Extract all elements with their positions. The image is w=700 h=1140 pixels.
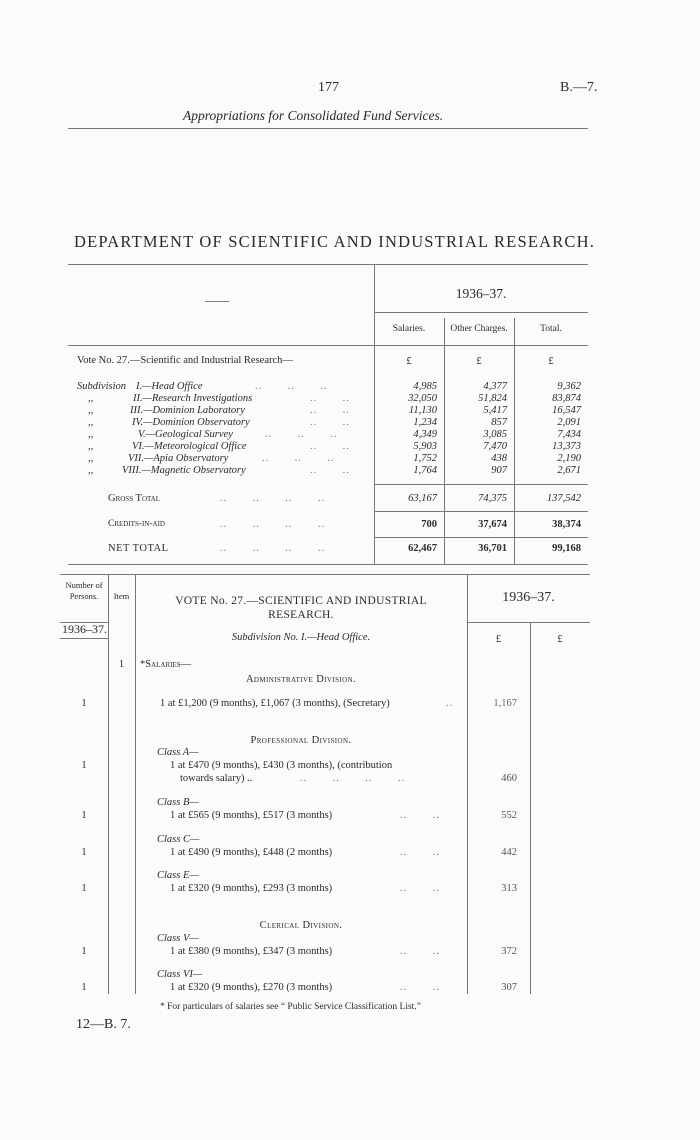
header-rule (467, 622, 590, 623)
class-label: Class VI— (157, 969, 203, 980)
salary-line-text: 1 at £490 (9 months), £448 (2 months) (170, 847, 333, 858)
salary-line-text: 1 at £320 (9 months), £270 (3 months) (170, 982, 333, 993)
salary-line-text: 1 at £320 (9 months), £293 (3 months) (170, 883, 333, 894)
leader-dots: .. (446, 698, 454, 709)
salaries-value: 1,234 (413, 417, 437, 428)
net-salaries: 62,467 (408, 543, 437, 554)
salaries-value: 11,130 (408, 405, 437, 416)
salary-amount: 442 (501, 847, 517, 858)
report-reference: B.—7. (560, 80, 598, 95)
credits-other-charges: 37,674 (478, 519, 507, 530)
leader-dots: .. .. .. .. (220, 519, 326, 530)
row-prefix: ,, (88, 405, 94, 416)
class-label: Class V— (157, 933, 199, 944)
row-prefix: ,, (88, 429, 94, 440)
header-bottom-rule (68, 345, 588, 346)
salary-line-text: 1 at £470 (9 months), £430 (3 months), (contribution (170, 760, 393, 771)
vote-title-line-2: RESEARCH. (268, 609, 334, 621)
other-charges-value: 907 (491, 465, 507, 476)
leader-dots: .. .. (400, 810, 440, 821)
other-charges-value: 7,470 (483, 441, 507, 452)
net-other-charges: 36,701 (478, 543, 507, 554)
leader-dots: .. .. (400, 847, 440, 858)
salaries-value: 1,752 (413, 453, 437, 464)
currency-symbol: £ (557, 634, 563, 645)
leader-dots: .. .. (310, 393, 350, 404)
persons-count: 1 (81, 698, 87, 709)
salary-line-text: 1 at £380 (9 months), £347 (3 months) (170, 946, 333, 957)
leader-dots: .. .. (400, 883, 440, 894)
leader-dots: .. .. .. .. (300, 773, 406, 784)
salaries-value: 32,050 (408, 393, 437, 404)
salary-amount: 552 (501, 810, 517, 821)
row-prefix: ,, (88, 465, 94, 476)
persons-count: 1 (81, 810, 87, 821)
class-label: Class E— (157, 870, 199, 881)
total-value: 7,434 (557, 429, 581, 440)
col-header-total: Total. (540, 324, 562, 334)
professional-division-heading: Professional Division. (250, 735, 352, 746)
currency-symbol: £ (548, 356, 554, 367)
year-underline (374, 312, 588, 313)
table-bottom-rule (68, 564, 588, 565)
class-label: Class B— (157, 797, 199, 808)
col-header-salaries: Salaries. (392, 324, 426, 334)
salary-line-text: towards salary) .. (180, 773, 253, 784)
other-charges-value: 51,824 (478, 393, 507, 404)
item-number: 1 (118, 659, 125, 670)
column-divider (530, 622, 531, 994)
persons-year: 1936–37. (62, 622, 107, 636)
total-value: 9,362 (557, 381, 581, 392)
salary-amount: 307 (501, 982, 517, 993)
gross-other-charges: 74,375 (478, 493, 507, 504)
signature-mark: 12—B. 7. (76, 1017, 131, 1032)
row-prefix: ,, (88, 417, 94, 428)
detail-year-header: 1936–37. (502, 590, 555, 605)
salary-line-text: 1 at £1,200 (9 months), £1,067 (3 months), (Secretary) (160, 698, 390, 709)
salary-amount: 460 (501, 773, 517, 784)
salary-amount: 1,167 (493, 698, 517, 709)
total-value: 83,874 (552, 393, 581, 404)
row-prefix: Subdivision (77, 381, 126, 392)
row-label: III.—Dominion Laboratory (130, 405, 245, 416)
header-rule (60, 638, 108, 639)
row-label: V.—Geological Survey (138, 429, 233, 440)
other-charges-value: 3,085 (483, 429, 507, 440)
column-divider (108, 574, 109, 994)
total-value: 13,373 (552, 441, 581, 452)
col-header-other-charges: Other Charges. (450, 324, 508, 334)
total-value: 16,547 (552, 405, 581, 416)
gross-salaries: 63,167 (408, 493, 437, 504)
leader-dots: .. .. (310, 441, 350, 452)
subtotal-rule (374, 537, 588, 538)
other-charges-value: 438 (491, 453, 507, 464)
summary-year-header: 1936–37. (455, 286, 507, 301)
row-label: II.—Research Investigations (133, 393, 253, 404)
persons-count: 1 (81, 847, 87, 858)
footnote: * For particulars of salaries see “ Public Service Classification List.” (160, 1002, 421, 1012)
table-top-rule (68, 264, 588, 265)
salaries-heading: *Salaries— (140, 659, 192, 670)
class-label: Class A— (157, 747, 199, 758)
col-header-number-of-persons: Number of Persons. (65, 580, 103, 601)
running-title: Appropriations for Consolidated Fund Services. (183, 108, 444, 123)
net-total-label: NET TOTAL (108, 543, 169, 554)
persons-count: 1 (81, 760, 87, 771)
row-prefix: ,, (88, 441, 94, 452)
subtotal-rule (374, 484, 588, 485)
row-prefix: ,, (88, 453, 94, 464)
vote-title-line-1: VOTE No. 27.—SCIENTIFIC AND INDUSTRIAL (175, 595, 427, 607)
leader-dots: .. .. .. (262, 453, 335, 464)
net-total: 99,168 (552, 543, 581, 554)
credits-in-aid-label: Credits-in-aid (108, 519, 165, 529)
subtotal-rule (374, 511, 588, 512)
leader-dots: .. .. (400, 946, 440, 957)
credits-total: 38,374 (552, 519, 581, 530)
leader-dots: .. .. (310, 417, 350, 428)
leader-dots: .. .. .. (265, 429, 338, 440)
vote-line: Vote No. 27.—Scientific and Industrial Research— (77, 355, 293, 366)
other-charges-value: 5,417 (483, 405, 507, 416)
persons-count: 1 (81, 982, 87, 993)
row-label: IV.—Dominion Observatory (132, 417, 250, 428)
salaries-value: 5,903 (413, 441, 437, 452)
leader-dots: .. .. .. .. (220, 493, 326, 504)
other-charges-value: 857 (491, 417, 507, 428)
leader-dots: .. .. (400, 982, 440, 993)
header-rule (68, 128, 588, 129)
leader-dots: .. .. (310, 465, 350, 476)
gross-total-label: Gross Total (108, 493, 161, 504)
department-title: DEPARTMENT OF SCIENTIFIC AND INDUSTRIAL RESEARCH. (74, 232, 596, 251)
credits-salaries: 700 (421, 519, 437, 530)
currency-symbol: £ (406, 356, 412, 367)
other-charges-value: 4,377 (483, 381, 507, 392)
salary-line-text: 1 at £565 (9 months), £517 (3 months) (170, 810, 333, 821)
salary-amount: 313 (501, 883, 517, 894)
subdivision-heading: Subdivision No. I.—Head Office. (231, 632, 371, 643)
leader-dots: .. .. (310, 405, 350, 416)
total-value: 2,091 (557, 417, 581, 428)
clerical-division-heading: Clerical Division. (259, 920, 343, 931)
col-header-item: Item (113, 591, 130, 601)
total-value: 2,190 (557, 453, 581, 464)
administrative-division-heading: Administrative Division. (245, 674, 357, 685)
stub-dash: —— (205, 293, 229, 307)
leader-dots: .. .. .. .. (220, 543, 326, 554)
persons-count: 1 (81, 883, 87, 894)
salaries-value: 1,764 (413, 465, 437, 476)
class-label: Class C— (157, 834, 200, 845)
currency-symbol: £ (476, 356, 482, 367)
currency-symbol: £ (495, 634, 502, 645)
row-label: VI.—Meteorological Office (132, 441, 247, 452)
leader-dots: .. .. .. (255, 381, 328, 392)
salaries-value: 4,985 (413, 381, 437, 392)
row-label: VIII.—Magnetic Observatory (122, 465, 246, 476)
row-label: I.—Head Office (136, 381, 203, 392)
salary-amount: 372 (501, 946, 517, 957)
total-value: 2,671 (557, 465, 581, 476)
detail-top-rule (60, 574, 590, 575)
row-label: VII.—Apia Observatory (128, 453, 229, 464)
row-prefix: ,, (88, 393, 94, 404)
salaries-value: 4,349 (413, 429, 437, 440)
page-number: 177 (318, 80, 339, 95)
gross-total: 137,542 (546, 493, 581, 504)
persons-count: 1 (81, 946, 87, 957)
